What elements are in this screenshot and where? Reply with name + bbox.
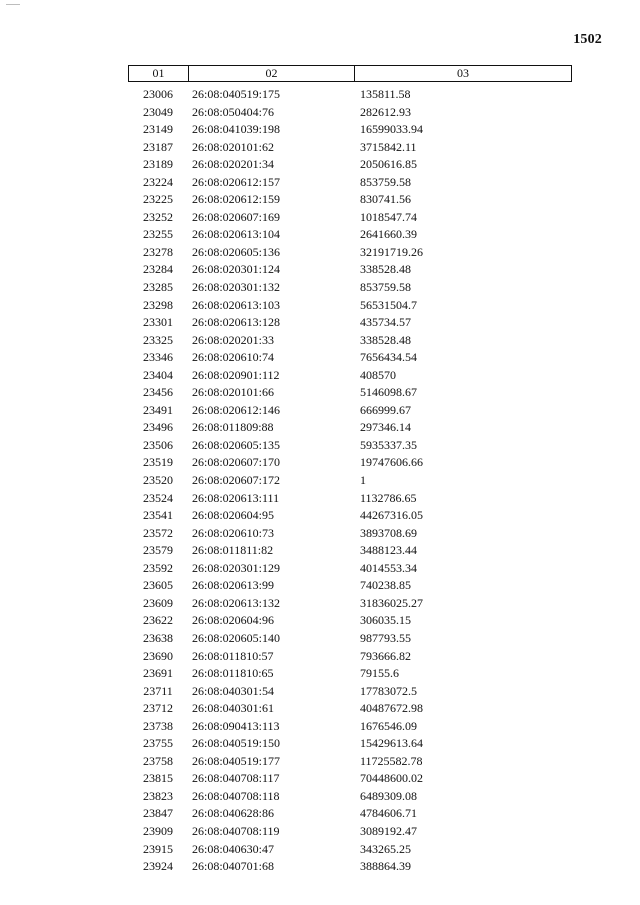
cell-col-01: 23572 bbox=[143, 525, 173, 540]
cell-col-02: 26:08:041039:198 bbox=[192, 122, 281, 137]
cell-col-01: 23278 bbox=[143, 244, 173, 259]
table-row bbox=[128, 577, 572, 595]
cell-col-02: 26:08:020101:66 bbox=[192, 385, 275, 400]
cell-col-03: 1676546.09 bbox=[360, 718, 417, 733]
cell-col-01: 23301 bbox=[143, 315, 173, 330]
cell-col-01: 23915 bbox=[143, 841, 173, 856]
cell-col-01: 23346 bbox=[143, 350, 173, 365]
cell-col-01: 23712 bbox=[143, 701, 173, 716]
table-row bbox=[128, 454, 572, 472]
table-row bbox=[128, 805, 572, 823]
cell-col-01: 23189 bbox=[143, 157, 173, 172]
cell-col-03: 1018547.74 bbox=[360, 209, 417, 224]
table-body bbox=[128, 86, 572, 876]
cell-col-02: 26:08:020612:159 bbox=[192, 192, 281, 207]
cell-col-02: 26:08:040519:175 bbox=[192, 87, 281, 101]
cell-col-03: 830741.56 bbox=[360, 192, 411, 207]
table-row bbox=[128, 402, 572, 420]
cell-col-01: 23738 bbox=[143, 718, 173, 733]
cell-col-03: 793666.82 bbox=[360, 648, 411, 663]
cell-col-01: 23149 bbox=[143, 122, 173, 137]
cell-col-02: 26:08:090413:113 bbox=[192, 718, 280, 733]
cell-col-03: 2641660.39 bbox=[360, 227, 417, 242]
cell-col-03: 343265.25 bbox=[360, 841, 411, 856]
table-row bbox=[128, 788, 572, 806]
cell-col-02: 26:08:011811:82 bbox=[192, 543, 274, 558]
cell-col-03: 7656434.54 bbox=[360, 350, 417, 365]
cell-col-02: 26:08:020101:62 bbox=[192, 139, 275, 154]
cell-col-02: 26:08:040708:118 bbox=[192, 788, 280, 803]
cell-col-02: 26:08:011809:88 bbox=[192, 420, 274, 435]
cell-col-02: 26:08:020607:172 bbox=[192, 473, 281, 488]
cell-col-01: 23924 bbox=[143, 859, 173, 874]
table-row bbox=[128, 279, 572, 297]
cell-col-03: 6489309.08 bbox=[360, 788, 417, 803]
table-row bbox=[128, 753, 572, 771]
cell-col-01: 23049 bbox=[143, 104, 173, 119]
table-row bbox=[128, 419, 572, 437]
cell-col-01: 23605 bbox=[143, 578, 173, 593]
cell-col-02: 26:08:020613:99 bbox=[192, 578, 275, 593]
cell-col-01: 23815 bbox=[143, 771, 173, 786]
cell-col-03: 306035.15 bbox=[360, 613, 411, 628]
cell-col-03: 388864.39 bbox=[360, 859, 411, 874]
cell-col-02: 26:08:011810:57 bbox=[192, 648, 274, 663]
cell-col-02: 26:08:020613:132 bbox=[192, 595, 281, 610]
cell-col-02: 26:08:050404:76 bbox=[192, 104, 275, 119]
cell-col-03: 666999.67 bbox=[360, 402, 411, 417]
cell-col-03: 56531504.7 bbox=[360, 297, 417, 312]
cell-col-01: 23404 bbox=[143, 367, 173, 382]
table-row bbox=[128, 86, 572, 104]
cell-col-03: 19747606.66 bbox=[360, 455, 423, 470]
cell-col-02: 26:08:020604:96 bbox=[192, 613, 275, 628]
cell-col-01: 23187 bbox=[143, 139, 173, 154]
cell-col-01: 23758 bbox=[143, 753, 173, 768]
cell-col-03: 1132786.65 bbox=[360, 490, 417, 505]
table-row bbox=[128, 261, 572, 279]
cell-col-02: 26:08:020201:34 bbox=[192, 157, 275, 172]
cell-col-03: 31836025.27 bbox=[360, 595, 423, 610]
table-row bbox=[128, 560, 572, 578]
cell-col-03: 3715842.11 bbox=[360, 139, 417, 154]
cell-col-02: 26:08:040701:68 bbox=[192, 859, 275, 874]
cell-col-01: 23496 bbox=[143, 420, 173, 435]
table-row bbox=[128, 226, 572, 244]
cell-col-01: 23755 bbox=[143, 736, 173, 751]
cell-col-02: 26:08:020612:157 bbox=[192, 174, 281, 189]
cell-col-01: 23524 bbox=[143, 490, 173, 505]
table-row bbox=[128, 542, 572, 560]
cell-col-03: 5935337.35 bbox=[360, 437, 417, 452]
cell-col-01: 23519 bbox=[143, 455, 173, 470]
cell-col-02: 26:08:020301:132 bbox=[192, 280, 281, 295]
scan-speck bbox=[6, 4, 20, 5]
cell-col-01: 23711 bbox=[143, 683, 173, 698]
cell-col-03: 17783072.5 bbox=[360, 683, 417, 698]
table-row bbox=[128, 665, 572, 683]
cell-col-01: 23541 bbox=[143, 508, 173, 523]
table-header bbox=[128, 65, 572, 82]
cell-col-03: 435734.57 bbox=[360, 315, 411, 330]
cell-col-01: 23284 bbox=[143, 262, 173, 277]
cell-col-01: 23691 bbox=[143, 666, 173, 681]
table-row bbox=[128, 332, 572, 350]
cell-col-03: 338528.48 bbox=[360, 332, 411, 347]
cell-col-01: 23520 bbox=[143, 473, 173, 488]
table-row bbox=[128, 209, 572, 227]
cell-col-03: 4014553.34 bbox=[360, 560, 417, 575]
table-row bbox=[128, 612, 572, 630]
table-row bbox=[128, 525, 572, 543]
cell-col-01: 23690 bbox=[143, 648, 173, 663]
cell-col-02: 26:08:020613:111 bbox=[192, 490, 280, 505]
cell-col-01: 23592 bbox=[143, 560, 173, 575]
cell-col-03: 5146098.67 bbox=[360, 385, 417, 400]
cell-col-02: 26:08:040519:177 bbox=[192, 753, 281, 768]
table-row bbox=[128, 490, 572, 508]
cell-col-03: 740238.85 bbox=[360, 578, 411, 593]
column-header-03: 03 bbox=[457, 66, 469, 80]
table-row bbox=[128, 507, 572, 525]
table-row bbox=[128, 437, 572, 455]
cell-col-01: 23225 bbox=[143, 192, 173, 207]
cell-col-02: 26:08:040708:119 bbox=[192, 823, 280, 838]
cell-col-03: 15429613.64 bbox=[360, 736, 423, 751]
cell-col-02: 26:08:040519:150 bbox=[192, 736, 281, 751]
cell-col-02: 26:08:020605:140 bbox=[192, 630, 281, 645]
cell-col-03: 3893708.69 bbox=[360, 525, 417, 540]
table-row bbox=[128, 595, 572, 613]
cell-col-01: 23255 bbox=[143, 227, 173, 242]
table-row bbox=[128, 735, 572, 753]
cell-col-02: 26:08:040708:117 bbox=[192, 771, 280, 786]
cell-col-02: 26:08:020605:135 bbox=[192, 437, 281, 452]
cell-col-03: 79155.6 bbox=[360, 666, 399, 681]
table-row bbox=[128, 630, 572, 648]
cell-col-02: 26:08:020604:95 bbox=[192, 508, 275, 523]
table-row bbox=[128, 841, 572, 859]
table-row bbox=[128, 472, 572, 490]
cell-col-03: 987793.55 bbox=[360, 630, 411, 645]
cell-col-02: 26:08:040630:47 bbox=[192, 841, 275, 856]
table-row bbox=[128, 718, 572, 736]
page-number: 1502 bbox=[573, 32, 602, 47]
column-header-02: 02 bbox=[189, 66, 355, 81]
table-row bbox=[128, 349, 572, 367]
table-row bbox=[128, 648, 572, 666]
cell-col-02: 26:08:020201:33 bbox=[192, 332, 275, 347]
cell-col-03: 2050616.85 bbox=[360, 157, 417, 172]
table-row bbox=[128, 700, 572, 718]
cell-col-02: 26:08:040301:61 bbox=[192, 701, 275, 716]
table-row bbox=[128, 104, 572, 122]
table-row bbox=[128, 314, 572, 332]
cell-col-03: 853759.58 bbox=[360, 174, 411, 189]
cell-col-02: 26:08:020605:136 bbox=[192, 244, 281, 259]
cell-col-02: 26:08:020301:124 bbox=[192, 262, 281, 277]
table-row bbox=[128, 297, 572, 315]
cell-col-01: 23823 bbox=[143, 788, 173, 803]
cell-col-01: 23325 bbox=[143, 332, 173, 347]
cell-col-02: 26:08:020613:103 bbox=[192, 297, 281, 312]
cell-col-02: 26:08:020610:73 bbox=[192, 525, 275, 540]
cell-col-03: 297346.14 bbox=[360, 420, 411, 435]
cell-col-01: 23285 bbox=[143, 280, 173, 295]
table-row bbox=[128, 191, 572, 209]
cell-col-01: 23579 bbox=[143, 543, 173, 558]
cell-col-03: 853759.58 bbox=[360, 280, 411, 295]
cell-col-03: 3089192.47 bbox=[360, 823, 417, 838]
cell-col-03: 282612.93 bbox=[360, 104, 411, 119]
cell-col-03: 70448600.02 bbox=[360, 771, 423, 786]
table-row bbox=[128, 683, 572, 701]
table-row bbox=[128, 823, 572, 841]
table-row bbox=[128, 244, 572, 262]
cell-col-03: 338528.48 bbox=[360, 262, 411, 277]
cell-col-01: 23491 bbox=[143, 402, 173, 417]
cell-col-02: 26:08:020301:129 bbox=[192, 560, 281, 575]
cell-col-03: 3488123.44 bbox=[360, 543, 417, 558]
cell-col-02: 26:08:020613:104 bbox=[192, 227, 281, 242]
cell-col-01: 23638 bbox=[143, 630, 173, 645]
cell-col-03: 16599033.94 bbox=[360, 122, 423, 137]
cell-col-02: 26:08:040628:86 bbox=[192, 806, 275, 821]
cell-col-02: 26:08:040301:54 bbox=[192, 683, 275, 698]
column-header-01: 01 bbox=[129, 66, 189, 81]
table-row bbox=[128, 139, 572, 157]
cell-col-01: 23224 bbox=[143, 174, 173, 189]
cell-col-01: 23847 bbox=[143, 806, 173, 821]
cell-col-03: 32191719.26 bbox=[360, 244, 423, 259]
cell-col-02: 26:08:020613:128 bbox=[192, 315, 281, 330]
cell-col-01: 23622 bbox=[143, 613, 173, 628]
cell-col-02: 26:08:020901:112 bbox=[192, 367, 280, 382]
table-row bbox=[128, 367, 572, 385]
cell-col-02: 26:08:020607:169 bbox=[192, 209, 281, 224]
cell-col-03: 408570 bbox=[360, 367, 396, 382]
cell-col-03: 44267316.05 bbox=[360, 508, 423, 523]
table-row bbox=[128, 384, 572, 402]
table-row bbox=[128, 156, 572, 174]
cell-col-01: 23909 bbox=[143, 823, 173, 838]
cell-col-02: 26:08:011810:65 bbox=[192, 666, 274, 681]
cell-col-02: 26:08:020610:74 bbox=[192, 350, 275, 365]
cell-col-01: 23006 bbox=[143, 87, 173, 101]
cell-col-03: 40487672.98 bbox=[360, 701, 423, 716]
cell-col-03: 11725582.78 bbox=[360, 753, 423, 768]
cell-col-01: 23456 bbox=[143, 385, 173, 400]
table-row bbox=[128, 770, 572, 788]
table-row bbox=[128, 858, 572, 876]
table-row bbox=[128, 121, 572, 139]
cell-col-01: 23298 bbox=[143, 297, 173, 312]
cell-col-01: 23506 bbox=[143, 437, 173, 452]
cell-col-02: 26:08:020607:170 bbox=[192, 455, 281, 470]
table-row bbox=[128, 174, 572, 192]
cell-col-02: 26:08:020612:146 bbox=[192, 402, 281, 417]
cell-col-03: 135811.58 bbox=[360, 87, 411, 101]
cell-col-01: 23609 bbox=[143, 595, 173, 610]
cell-col-01: 23252 bbox=[143, 209, 173, 224]
cell-col-03: 4784606.71 bbox=[360, 806, 417, 821]
cell-col-03: 1 bbox=[360, 473, 366, 488]
